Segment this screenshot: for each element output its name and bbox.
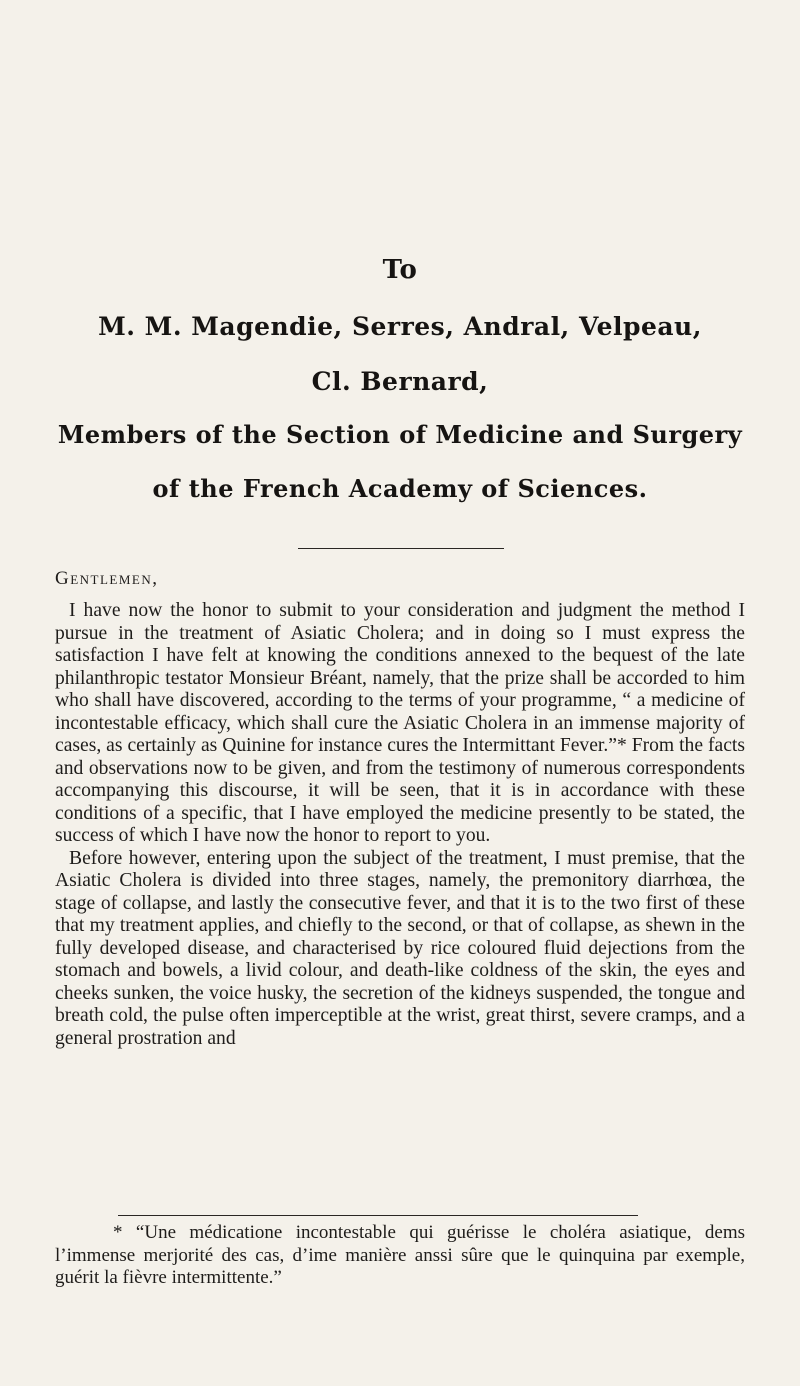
section-divider (298, 548, 504, 549)
footnote-divider (118, 1215, 638, 1216)
body-text (55, 600, 745, 1050)
dedication-names: M. M. Magendie, Serres, Andral, Velpeau, (98, 312, 702, 341)
dedication-to: To (382, 255, 418, 285)
dedication-name-bernard: Cl. Bernard, (311, 367, 489, 396)
footnote-text: * “Une médicatione incontestable qui guérisse le choléra asiatique, dems l’immense merjorité des cas, d’ime manière anssi sûre que le quinquina par exemple, guérit la fièvre intermittente.” (55, 1222, 745, 1288)
dedication-members-line: Members of the Section of Medicine and Surgery (57, 420, 743, 449)
salutation: Gentlemen, (55, 568, 159, 589)
paragraph-2: Before however, entering upon the subject of the treatment, I must premise, that the Asiatic Cholera is divided into three stages, namely, the premonitory diarrhœa, the stage of collapse, and lastly the consecutive fever, and that it is to the two first of these that my treatment applies, and chiefly to the second, or that of collapse, as shewn in the fully developed disease, and characterised by rice coloured fluid dejections from the stomach and bowels, a livid colour, and death-like coldness of the skin, the eyes and cheeks sunken, the voice husky, the secretion of the kidneys suspended, the tongue and breath cold, the pulse often imperceptible at the wrist, great thirst, severe cramps, and a general prostration and (55, 847, 745, 1049)
dedication-academy-line: of the French Academy of Sciences. (152, 474, 648, 503)
footnote (55, 1222, 745, 1290)
paragraph-1: I have now the honor to submit to your consideration and judgment the method I pursue in the treatment of Asiatic Cholera; and in doing so I must express the satisfaction I have felt at knowing the conditions annexed to the bequest of the late philanthropic testator Monsieur Bréant, namely, that the prize shall be accorded to him who shall have discovered, according to the terms of your programme, “ a medicine of incontestable efficacy, which shall cure the Asiatic Cholera in an immense majority of cases, as certainly as Quinine for instance cures the Intermittant Fever.”* From the facts and observations now to be given, and from the testimony of numerous correspondents accompanying this discourse, it will be seen, that it is in accordance with these conditions of a specific, that I have employed the medicine presently to be stated, the success of which I have now the honor to report to you. (55, 600, 745, 846)
